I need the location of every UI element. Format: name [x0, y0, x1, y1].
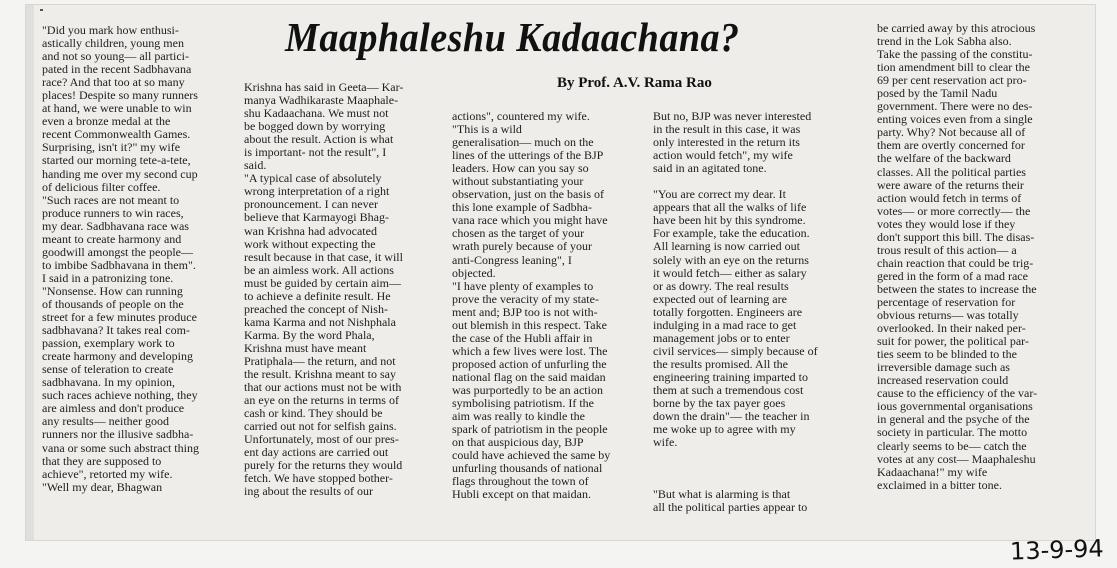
- clipping-edge-shadow: [26, 5, 34, 540]
- article-line: All learning is now carried out: [653, 239, 800, 254]
- article-line: classes. All the political parties: [877, 164, 1026, 179]
- article-line: generalisation— much on the: [452, 135, 594, 150]
- article-line: of delicious filter coffee.: [42, 179, 161, 194]
- article-line: "I have plenty of examples to: [452, 278, 594, 293]
- article-line: society in particular. The motto: [877, 425, 1028, 440]
- article-line: vana or some such abstract thing: [42, 440, 199, 455]
- article-line: posed by the Tamil Nadu: [877, 86, 998, 101]
- article-line: Krishna must have meant: [244, 340, 367, 355]
- article-line: to imbibe Sadbhavana in them".: [42, 257, 196, 272]
- article-line: wan Krishna had advocated: [244, 223, 377, 238]
- article-line: "Such races are not meant to: [42, 192, 180, 207]
- article-line: astically children, young men: [42, 36, 184, 51]
- article-line: ment and; BJP too is not with-: [452, 304, 598, 319]
- article-line: were aware of the returns their: [877, 177, 1024, 192]
- article-line: in general and the psyche of the: [877, 412, 1030, 427]
- article-line: For example, take the education.: [653, 226, 810, 241]
- article-line: wife.: [653, 435, 678, 450]
- article-line: street for a few minutes produce: [42, 310, 197, 325]
- article-line: only interested in the return its: [653, 135, 800, 150]
- article-line: obvious returns— was totally: [877, 308, 1019, 323]
- article-line: action would fetch in terms of: [877, 190, 1022, 205]
- article-line: enting voices even from a single: [877, 112, 1033, 127]
- article-line: appears that all the walks of life: [653, 200, 807, 215]
- article-line: engineering training imparted to: [653, 369, 808, 384]
- column-5: [877, 22, 1075, 522]
- article-line: meant to create harmony and: [42, 231, 182, 246]
- article-line: trend in the Lok Sabha also.: [877, 34, 1012, 49]
- article-line: handing me over my second cup: [42, 166, 198, 181]
- article-line: or as dowry. The real results: [653, 278, 789, 293]
- article-line: work without expecting the: [244, 236, 376, 251]
- article-line: me woke up to agree with my: [653, 422, 796, 437]
- article-line: result because in that case, it will: [244, 249, 403, 264]
- article-line: any results— neither good: [42, 414, 169, 429]
- article-line: Take the passing of the constitu-: [877, 47, 1033, 62]
- article-line: produce runners to win races,: [42, 205, 184, 220]
- article-line: overlooked. In their naked per-: [877, 321, 1026, 336]
- article-line: votes at any cost— Maaphaleshu: [877, 451, 1036, 466]
- article-line: goodwill amongst the people—: [42, 244, 193, 259]
- article-line: ious governmental organisations: [877, 399, 1033, 414]
- article-line: sadbhavana? It takes real com-: [42, 323, 190, 338]
- article-line: [653, 462, 868, 475]
- article-line: which a few lives were lost. The: [452, 343, 608, 358]
- article-line: "A typical case of absolutely: [244, 171, 382, 186]
- article-line: said in an agitated tone.: [653, 161, 767, 176]
- article-line: 69 per cent reservation act pro-: [877, 73, 1027, 88]
- article-line: clearly seems to be— catch the: [877, 438, 1027, 453]
- article-line: Pratiphala— the return, and not: [244, 353, 396, 368]
- article-line: out blemish in this respect. Take: [452, 317, 607, 332]
- article-line: "Did you mark how enthusi-: [42, 24, 179, 37]
- article-line: carried out not for selfish gains.: [244, 419, 397, 434]
- article-line: pronouncement. I can never: [244, 197, 378, 212]
- headline: Maaphaleshu Kadaachana?: [285, 14, 740, 60]
- article-line: be bogged down by worrying: [244, 119, 386, 134]
- article-line: cash or kind. They should be: [244, 406, 383, 421]
- article-line: solely with an eye on the returns: [653, 252, 809, 267]
- article-line: objected.: [452, 265, 496, 280]
- article-line: achieve", retorted my wife.: [42, 466, 173, 481]
- article-line: the results promised. All the: [653, 356, 788, 371]
- article-line: runners nor the illusive sadbha-: [42, 427, 194, 442]
- article-line: government. There were no des-: [877, 99, 1033, 114]
- article-line: national flag on the said maidan: [452, 369, 606, 384]
- article-line: But no, BJP was never interested: [653, 110, 812, 123]
- article-line: without substantiating your: [452, 174, 584, 189]
- article-line: race? And that too at so many: [42, 75, 185, 90]
- article-line: "You are correct my dear. It: [653, 187, 786, 202]
- article-line: them at such a tremendous cost: [653, 382, 804, 397]
- article-line: down the drain"— the teacher in: [653, 409, 810, 424]
- article-line: exclaimed in a bitter tone.: [877, 477, 1002, 492]
- article-line: gered in the form of a mad race: [877, 268, 1028, 283]
- article-line: shu Kadaachana. We must not: [244, 106, 389, 121]
- article-line: trous result of this action— a: [877, 242, 1017, 257]
- article-line: sense of teleration to create: [42, 362, 174, 377]
- article-line: cause to the efficiency of the var-: [877, 386, 1038, 401]
- article-line: create harmony and developing: [42, 349, 193, 364]
- article-line: ent day actions are carried out: [244, 445, 389, 460]
- article-line: purely for the returns they would: [244, 458, 403, 473]
- article-line: anti-Congress leaning", I: [452, 252, 572, 267]
- article-line: fetch. We have stopped bother-: [244, 471, 393, 486]
- article-line: leaders. How can you say so: [452, 161, 589, 176]
- article-line: must be guided by certain aim—: [244, 275, 401, 290]
- article-line: be an aimless work. All actions: [244, 262, 394, 277]
- article-line: pated in the recent Sadbhavana: [42, 62, 192, 77]
- article-line: increased reservation could: [877, 373, 1009, 388]
- article-line: that they are supposed to: [42, 453, 162, 468]
- article-line: "Well my dear, Bhagwan: [42, 479, 163, 494]
- article-line: don't support this bill. The disas-: [877, 229, 1035, 244]
- article-line: be carried away by this atrocious: [877, 22, 1036, 35]
- article-line: even a bronze medal at the: [42, 114, 171, 129]
- article-line: suit for power, the political par-: [877, 334, 1029, 349]
- article-line: aim was really to kindle the: [452, 409, 585, 424]
- article-line: totally forgotten. Engineers are: [653, 304, 803, 319]
- article-line: Karma. By the word Phala,: [244, 327, 375, 342]
- article-line: spark of patriotism in the people: [452, 422, 608, 437]
- article-line: it would fetch— either as salary: [653, 265, 807, 280]
- article-line: kama Karma and not Nishphala: [244, 314, 396, 329]
- article-line: an eye on the returns in terms of: [244, 393, 399, 408]
- article-line: at hand, we were unable to win: [42, 101, 192, 116]
- article-line: is important- not the result", I: [244, 145, 387, 160]
- byline: By Prof. A.V. Rama Rao: [557, 75, 712, 91]
- article-line: Kadaachana!" my wife: [877, 464, 988, 479]
- article-line: recent Commonwealth Games.: [42, 127, 191, 142]
- article-line: this lone example of Sadbha-: [452, 200, 592, 215]
- article-line: flags throughout the town of: [452, 474, 589, 489]
- article-line: chosen as the target of your: [452, 226, 585, 241]
- article-line: proposed action of unfurling the: [452, 356, 607, 371]
- article-line: Unfortunately, most of our pres-: [244, 432, 399, 447]
- article-line: "But what is alarming is that: [653, 487, 791, 502]
- article-line: of thousands of people on the: [42, 296, 184, 311]
- article-line: ties seem to be blinded to the: [877, 347, 1017, 362]
- article-line: have been hit by this syndrome.: [653, 213, 806, 228]
- article-line: Krishna has said in Geeta— Kar-: [244, 81, 404, 94]
- article-line: prove the veracity of my state-: [452, 291, 599, 306]
- article-line: borne by the tax payer goes: [653, 396, 786, 411]
- column-4: [653, 110, 868, 522]
- article-line: percentage of reservation for: [877, 294, 1016, 309]
- article-line: wrong interpretation of a right: [244, 184, 390, 199]
- article-line: Surprising, isn't it?" my wife: [42, 140, 181, 155]
- article-line: believe that Karmayogi Bhag-: [244, 210, 389, 225]
- article-line: wrath purely because of your: [452, 239, 592, 254]
- article-line: vana race which you might have: [452, 213, 608, 228]
- article-line: my dear. Sadbhavana race was: [42, 218, 189, 233]
- article-line: expected out of learning are: [653, 291, 787, 306]
- article-line: tion amendment bill to clear the: [877, 60, 1030, 75]
- corner-mark: [40, 9, 43, 11]
- article-line: symbolising patriotism. If the: [452, 396, 594, 411]
- article-line: passion, exemplary work to: [42, 336, 175, 351]
- article-line: the case of the Hubli affair in: [452, 330, 593, 345]
- article-line: to achieve a definite result. He: [244, 288, 391, 303]
- handwritten-date: 13-9-94: [1009, 534, 1105, 566]
- article-line: and not so young— all partici-: [42, 49, 189, 64]
- article-line: actions", countered my wife.: [452, 110, 590, 123]
- article-line: was purportedly to be an action: [452, 382, 603, 397]
- article-line: chain reaction that could be trig-: [877, 255, 1034, 270]
- article-line: unfurling thousands of national: [452, 461, 603, 476]
- article-line: in the result in this case, it was: [653, 122, 801, 137]
- article-line: that our actions must not be with: [244, 380, 402, 395]
- article-line: "This is a wild: [452, 122, 522, 137]
- article-line: such races achieve nothing, they: [42, 388, 198, 403]
- article-line: Hubli except on that maidan.: [452, 487, 591, 502]
- article-line: started our morning tete-a-tete,: [42, 153, 191, 168]
- article-line: sadbhavana. In my opinion,: [42, 375, 175, 390]
- article-line: votes— or more correctly— the: [877, 203, 1031, 218]
- article-line: action would fetch", my wife: [653, 148, 793, 163]
- article-line: about the result. Action is what: [244, 132, 394, 147]
- article-line: could have achieved the same by: [452, 448, 611, 463]
- article-line: indulging in a mad race to get: [653, 317, 797, 332]
- article-line: civil services— simply because of: [653, 343, 818, 358]
- article-line: the result. Krishna meant to say: [244, 367, 396, 382]
- column-2: [244, 81, 440, 517]
- article-line: I said in a patronizing tone.: [42, 270, 174, 285]
- article-line: observation, just on the basis of: [452, 187, 604, 202]
- article-line: "Nonsense. How can running: [42, 283, 183, 298]
- article-line: them are overtly concerned for: [877, 138, 1025, 153]
- article-line: all the political parties appear to: [653, 500, 808, 515]
- column-3: [452, 110, 638, 520]
- article-line: said.: [244, 158, 267, 173]
- article-line: votes they would lose if they: [877, 216, 1016, 231]
- article-line: manya Wadhikaraste Maaphale-: [244, 93, 399, 108]
- article-line: between the states to increase the: [877, 281, 1037, 296]
- article-line: ing about the results of our: [244, 484, 373, 499]
- article-line: irreversible damage such as: [877, 360, 1010, 375]
- article-line: places! Despite so many runners: [42, 88, 198, 103]
- article-line: the welfare of the backward: [877, 151, 1011, 166]
- article-line: management jobs or to enter: [653, 330, 790, 345]
- column-1: [42, 24, 234, 516]
- article-line: on that auspicious day, BJP: [452, 435, 584, 450]
- article-line: party. Why? Not because all of: [877, 125, 1026, 140]
- article-line: preached the concept of Nish-: [244, 301, 388, 316]
- article-line: [653, 449, 868, 462]
- article-line: lines of the utterings of the BJP: [452, 148, 604, 163]
- article-line: are aimless and don't produce: [42, 401, 185, 416]
